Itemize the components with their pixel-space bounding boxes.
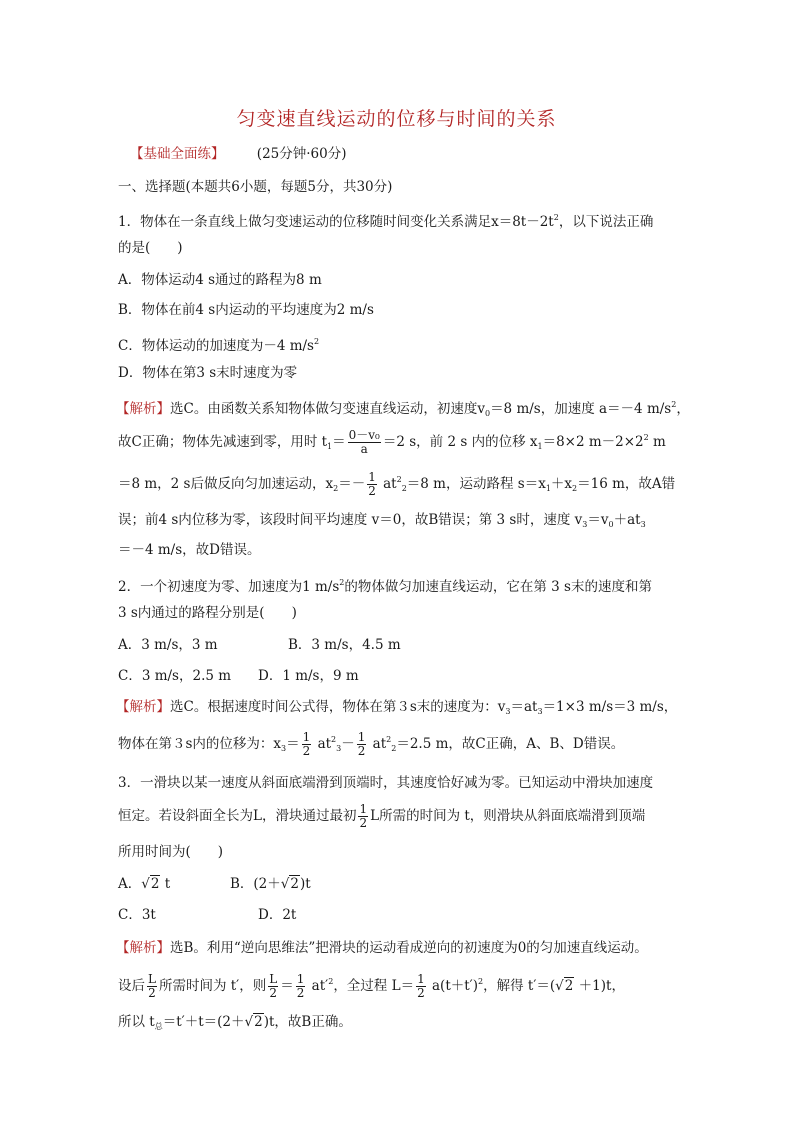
section-tag: 【基础全面练】	[130, 146, 225, 162]
q1-option-b: B．物体在前4 s内运动的平均速度为2 m/s	[118, 302, 374, 318]
fraction: $\frac{\text{0－v₀}}{a}$	[348, 428, 380, 456]
q2-answer-line1: 【解析】选C。根据速度时间公式得，物体在第３s末的速度为：$v_3=at_3=1\times 3$ m/s＝3 m/s，	[116, 699, 678, 716]
sqrt-sign: √2	[141, 876, 160, 892]
q2-answer-line2: 物体在第３s内的位移为：$x_3=$ $\frac{1}{2}$ $at^2_3-$ $\frac{1}{2}$ $at^2_2=2.5$ m，故C正确，A、B、D错误。	[118, 730, 625, 758]
q2-option-d: D．1 m/s，9 m	[258, 668, 359, 684]
q1-option-d: D．物体在第3 s末时速度为零	[118, 365, 298, 381]
q1-stem-line2: 的是( )	[118, 240, 183, 256]
fraction: $\frac{1}{2}$	[359, 802, 368, 830]
q2-option-c: C．3 m/s，2.5 m	[118, 668, 232, 684]
section-time: (25分钟·60分)	[256, 146, 347, 162]
section-header	[130, 144, 690, 164]
fraction: $\frac{1}{2}$	[302, 730, 311, 758]
q1-option-c: C．物体运动的加速度为－4 $m/s^2$	[118, 337, 320, 354]
q3-option-b: B．(2＋√2)t	[230, 876, 311, 892]
fraction: $\frac{1}{2}$	[417, 972, 425, 1000]
q1-answer-line4: 误；前4 s内位移为零，该段时间平均速度 v＝0，故B错误；第 3 s时，速度 $v_3=v_0+at_3$	[118, 512, 646, 529]
fraction: $\frac{L}{2}$	[269, 972, 278, 1000]
q2-option-b: B．3 m/s，4.5 m	[288, 637, 401, 653]
fraction: $\frac{1}{2}$	[368, 470, 376, 498]
q2-stem-line1: 2．一个初速度为零、加速度为1 $m/s^2$的物体做匀加速直线运动，它在第 3 s末的速度和第	[118, 578, 652, 595]
q1-option-a: A．物体运动4 s通过的路程为8 m	[118, 272, 322, 288]
q3-answer-line1: 【解析】选B。利用“逆向思维法”把滑块的运动看成逆向的初速度为0的匀加速直线运动。	[116, 940, 648, 956]
q3-option-d: D．2t	[258, 907, 297, 923]
q3-option-a: A．√2 t	[118, 876, 171, 892]
fraction: $\frac{L}{2}$	[148, 972, 156, 1000]
part-heading: 一、选择题(本题共6小题，每题5分，共30分)	[118, 179, 393, 195]
q3-stem-line1: 3．一滑块以某一速度从斜面底端滑到顶端时，其速度恰好减为零。已知运动中滑块加速度	[118, 775, 654, 791]
document-title: 匀变速直线运动的位移与时间的关系	[236, 108, 557, 130]
q3-answer-line2: 设后 $\frac{L}{2}$ 所需时间为 t′，则 $\frac{L}{2}$ ＝ $\frac{1}{2}$ $at'^2$，全过程 L＝ $\frac{1}{2}$ $a(t+t')^2$，解得 t′＝(√2 ＋1)t，	[118, 972, 625, 1000]
q3-stem-line3: 所用时间为( )	[118, 844, 224, 860]
q1-answer-line2: 故C正确；物体先减速到零，用时 $t_1=$ $\frac{\text{0－v₀}}{a}$ ＝2 s，前 2 s 内的位移 $x_1=8\times 2$ $m-2\times 2^2$ m	[118, 428, 666, 456]
q1-stem-line1: 1．物体在一条直线上做匀变速运动的位移随时间变化关系满足$x=8t-2t^2$，以下说法正确	[118, 213, 654, 230]
answer-tag: 【解析】	[116, 401, 170, 417]
sqrt-sign: √2	[280, 876, 299, 892]
answer-tag: 【解析】	[116, 699, 170, 715]
q2-stem-line2: 3 s内通过的路程分别是( )	[118, 605, 297, 621]
q1-answer-line1: 【解析】选C。由函数关系知物体做匀变速直线运动，初速度$v_0=8$ m/s，加速度 a＝－4 $m/s^2$，	[116, 400, 690, 418]
answer-tag: 【解析】	[116, 940, 170, 956]
fraction: $\frac{1}{2}$	[296, 972, 305, 1000]
q1-answer-line5: ＝－4 m/s，故D错误。	[118, 542, 261, 558]
sqrt-sign: √2	[555, 978, 574, 994]
q3-option-c: C．3t	[118, 907, 156, 923]
q1-answer-line3: ＝8 m，2 s后做反向匀加速运动，$x_2=-$ $\frac{1}{2}$ $at^2_2=8$ m，运动路程 $s=x_1+x_2=16$ m，故A错	[118, 470, 676, 498]
q2-option-a: A．3 m/s，3 m	[118, 637, 218, 653]
fraction: $\frac{1}{2}$	[357, 730, 366, 758]
sqrt-sign: √2	[244, 1014, 263, 1030]
q3-answer-line3: 所以 $t_总=t'+t=(2+√2)t$，故B正确。	[118, 1014, 352, 1031]
q3-stem-line2: 恒定。若设斜面全长为L，滑块通过最初 $\frac{1}{2}$ L所需的时间为 t，则滑块从斜面底端滑到顶端	[118, 802, 646, 830]
